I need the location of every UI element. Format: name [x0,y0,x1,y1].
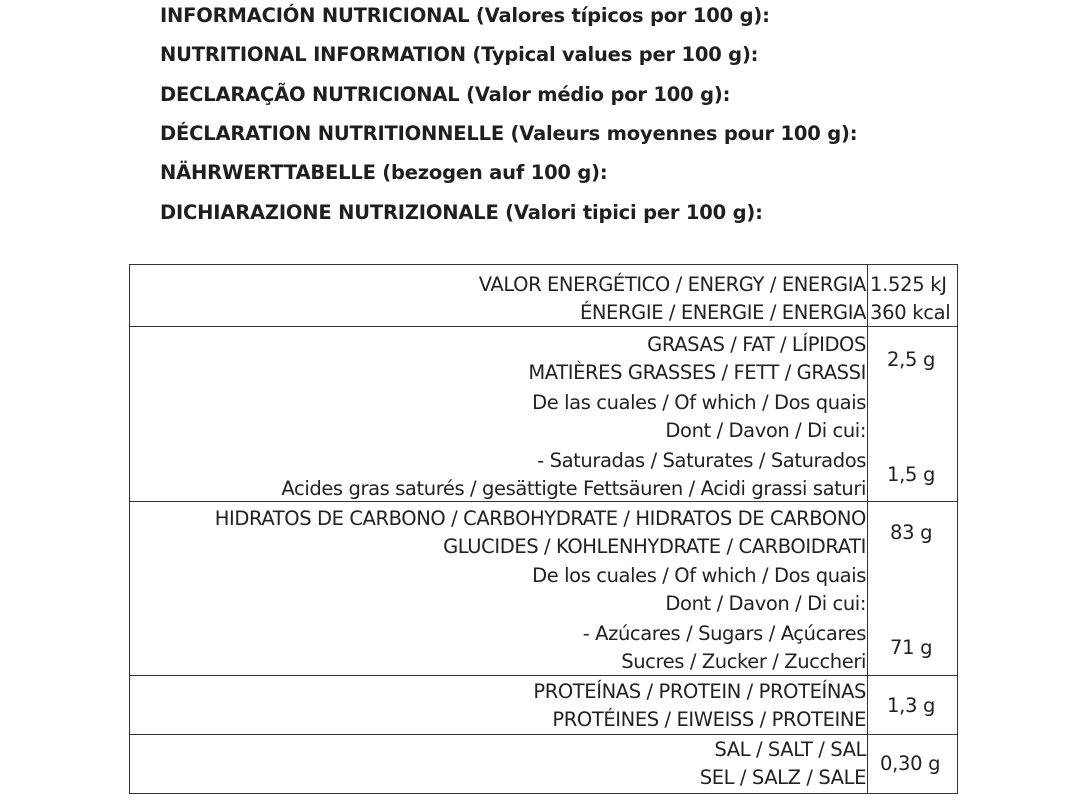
carbohydrate-value: 83 g [890,521,933,544]
heading-italian: DICHIARAZIONE NUTRIZIONALE (Valori tipici per 100 g): [160,201,763,224]
heading-portuguese: DECLARAÇÃO NUTRICIONAL (Valor médio por 100 g): [160,83,731,106]
column-divider [867,265,868,793]
saturates-value: 1,5 g [887,463,936,486]
protein-label-2: PROTÉINES / EIWEISS / PROTEINE [552,708,866,731]
carbs-of-which-2: Dont / Davon / Di cui: [665,592,866,615]
energy-label: VALOR ENERGÉTICO / ENERGY / ENERGIA [478,273,866,296]
salt-value: 0,30 g [880,752,941,775]
protein-label: PROTEÍNAS / PROTEIN / PROTEÍNAS [533,680,866,703]
carbs-of-which: De los cuales / Of which / Dos quais [532,564,866,587]
salt-label: SAL / SALT / SAL [714,738,866,761]
energy-kj-value: 1.525 kJ [870,273,947,296]
salt-label-2: SEL / SALZ / SALE [699,766,866,789]
nutrition-table [129,264,958,794]
fat-label-2: MATIÈRES GRASSES / FETT / GRASSI [528,361,866,384]
saturates-label: - Saturadas / Saturates / Saturados [537,449,866,472]
carbohydrate-label-2: GLUCIDES / KOHLENHYDRATE / CARBOIDRATI [443,535,866,558]
heading-french: DÉCLARATION NUTRITIONNELLE (Valeurs moyennes pour 100 g): [160,122,858,145]
carbohydrate-label: HIDRATOS DE CARBONO / CARBOHYDRATE / HIDRATOS DE CARBONO [214,507,866,530]
row-divider [130,734,957,735]
sugars-value: 71 g [890,636,933,659]
fat-value: 2,5 g [887,348,936,371]
fat-of-which: De las cuales / Of which / Dos quais [532,391,866,414]
fat-label: GRASAS / FAT / LÍPIDOS [647,333,866,356]
sugars-label-2: Sucres / Zucker / Zuccheri [621,650,866,673]
energy-label-2: ÉNERGIE / ENERGIE / ENERGIA [579,301,866,324]
protein-value: 1,3 g [887,694,936,717]
heading-german: NÄHRWERTTABELLE (bezogen auf 100 g): [160,161,608,184]
heading-english: NUTRITIONAL INFORMATION (Typical values per 100 g): [160,43,759,66]
fat-of-which-2: Dont / Davon / Di cui: [665,419,866,442]
sugars-label: - Azúcares / Sugars / Açúcares [582,622,866,645]
energy-kcal-value: 360 kcal [870,301,951,324]
saturates-label-2: Acides gras saturés / gesättigte Fettsäuren / Acidi grassi saturi [281,477,866,500]
heading-spanish: INFORMACIÓN NUTRICIONAL (Valores típicos por 100 g): [160,4,770,27]
